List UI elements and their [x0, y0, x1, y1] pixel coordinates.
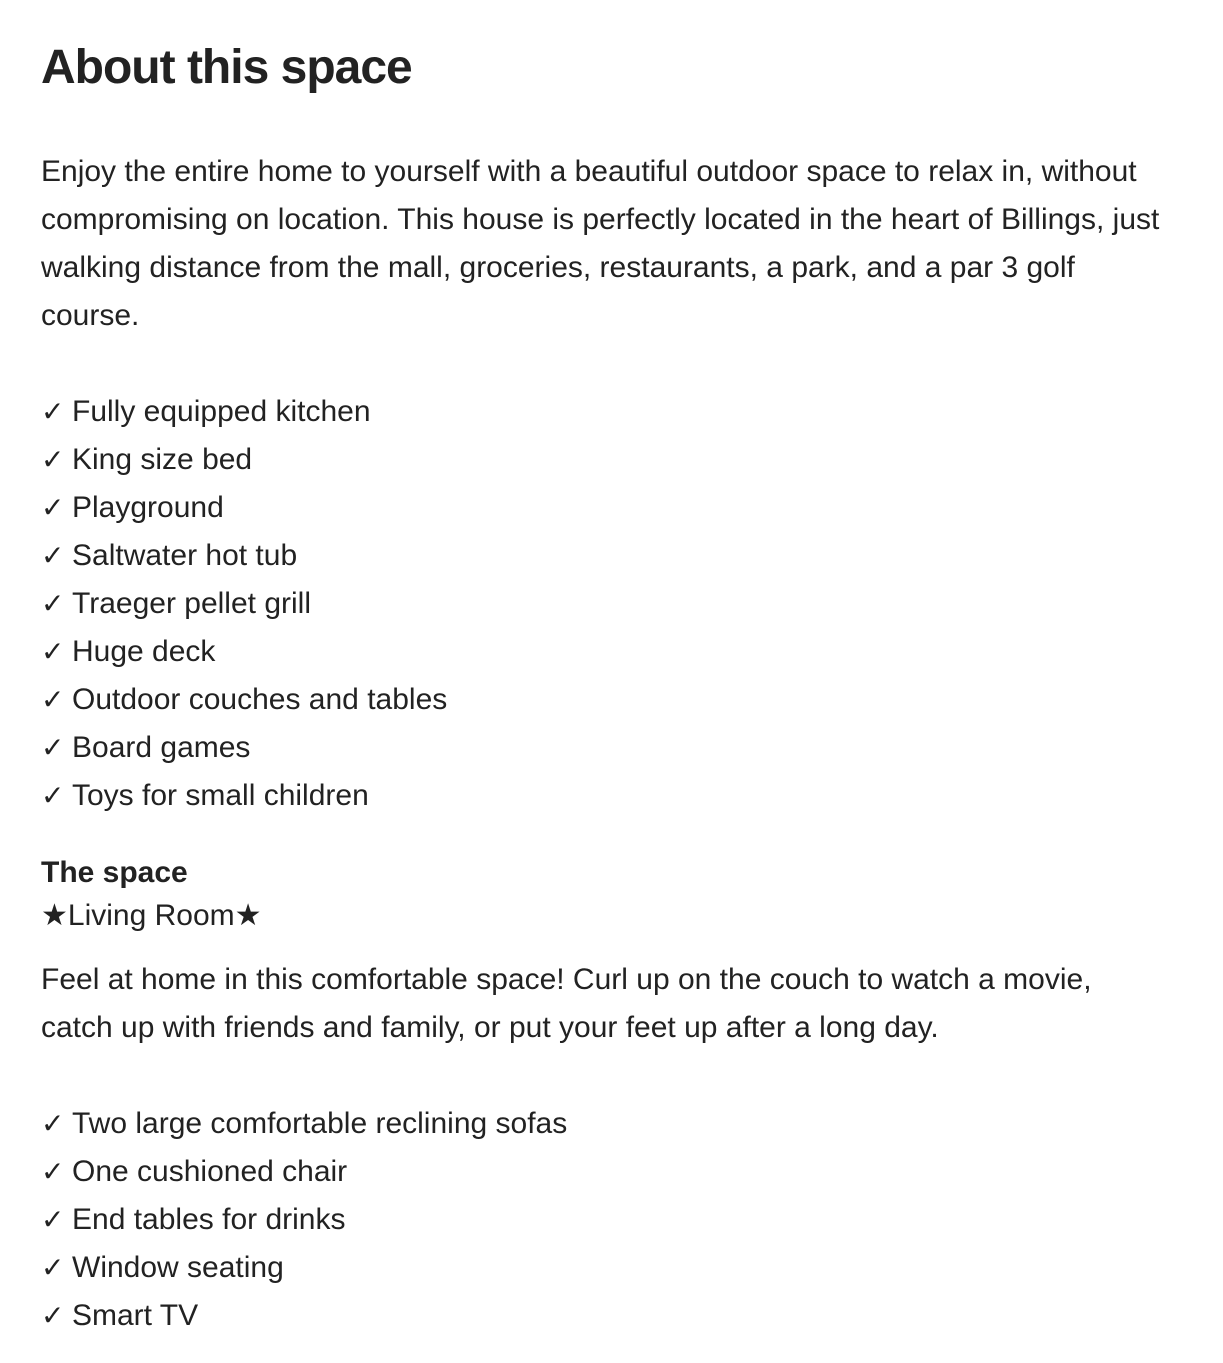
- list-item: [41, 1244, 567, 1292]
- list-item: [41, 724, 447, 772]
- list-item: [41, 1148, 567, 1196]
- check-icon: ✓: [41, 1156, 65, 1187]
- the-space-heading: The space: [41, 856, 188, 889]
- amenity-label: Playground: [72, 491, 224, 524]
- list-item: [41, 580, 447, 628]
- check-icon: ✓: [41, 1252, 65, 1283]
- list-item: [41, 772, 447, 820]
- list-item: [41, 388, 447, 436]
- check-icon: ✓: [41, 684, 65, 715]
- intro-description: Enjoy the entire home to yourself with a beautiful outdoor space to relax in, without compromising on location. This house is perfectly located in the heart of Billings, just walking distance from the mall, groceries, restaurants, a park, and a par 3 golf course.: [41, 155, 1160, 332]
- amenity-label: Outdoor couches and tables: [72, 683, 448, 716]
- feature-label: Two large comfortable reclining sofas: [72, 1107, 568, 1140]
- list-item: [41, 436, 447, 484]
- amenity-label: Board games: [72, 731, 251, 764]
- living-room-description: Feel at home in this comfortable space! Curl up on the couch to watch a movie, catch up with friends and family, or put your feet up after a long day.: [41, 963, 1092, 1044]
- living-room-title: ★Living Room★: [41, 899, 262, 932]
- list-item: [41, 1100, 567, 1148]
- check-icon: ✓: [41, 588, 65, 619]
- list-item: [41, 532, 447, 580]
- list-item: [41, 628, 447, 676]
- feature-label: End tables for drinks: [72, 1203, 346, 1236]
- living-room-features-list: [41, 1100, 567, 1340]
- list-item: [41, 676, 447, 724]
- amenity-label: King size bed: [72, 443, 253, 476]
- amenities-list: [41, 388, 447, 820]
- feature-label: One cushioned chair: [72, 1155, 348, 1188]
- amenity-label: Huge deck: [72, 635, 216, 668]
- check-icon: ✓: [41, 1108, 65, 1139]
- check-icon: ✓: [41, 396, 65, 427]
- feature-label: Smart TV: [72, 1299, 199, 1332]
- check-icon: ✓: [41, 540, 65, 571]
- check-icon: ✓: [41, 444, 65, 475]
- list-item: [41, 484, 447, 532]
- check-icon: ✓: [41, 732, 65, 763]
- amenity-label: Saltwater hot tub: [72, 539, 298, 572]
- list-item: [41, 1292, 567, 1340]
- check-icon: ✓: [41, 1204, 65, 1235]
- check-icon: ✓: [41, 492, 65, 523]
- amenity-label: Toys for small children: [72, 779, 369, 812]
- page-title: About this space: [41, 41, 412, 94]
- check-icon: ✓: [41, 1300, 65, 1331]
- amenity-label: Fully equipped kitchen: [72, 395, 371, 428]
- check-icon: ✓: [41, 780, 65, 811]
- check-icon: ✓: [41, 636, 65, 667]
- list-item: [41, 1196, 567, 1244]
- amenity-label: Traeger pellet grill: [72, 587, 311, 620]
- feature-label: Window seating: [72, 1251, 284, 1284]
